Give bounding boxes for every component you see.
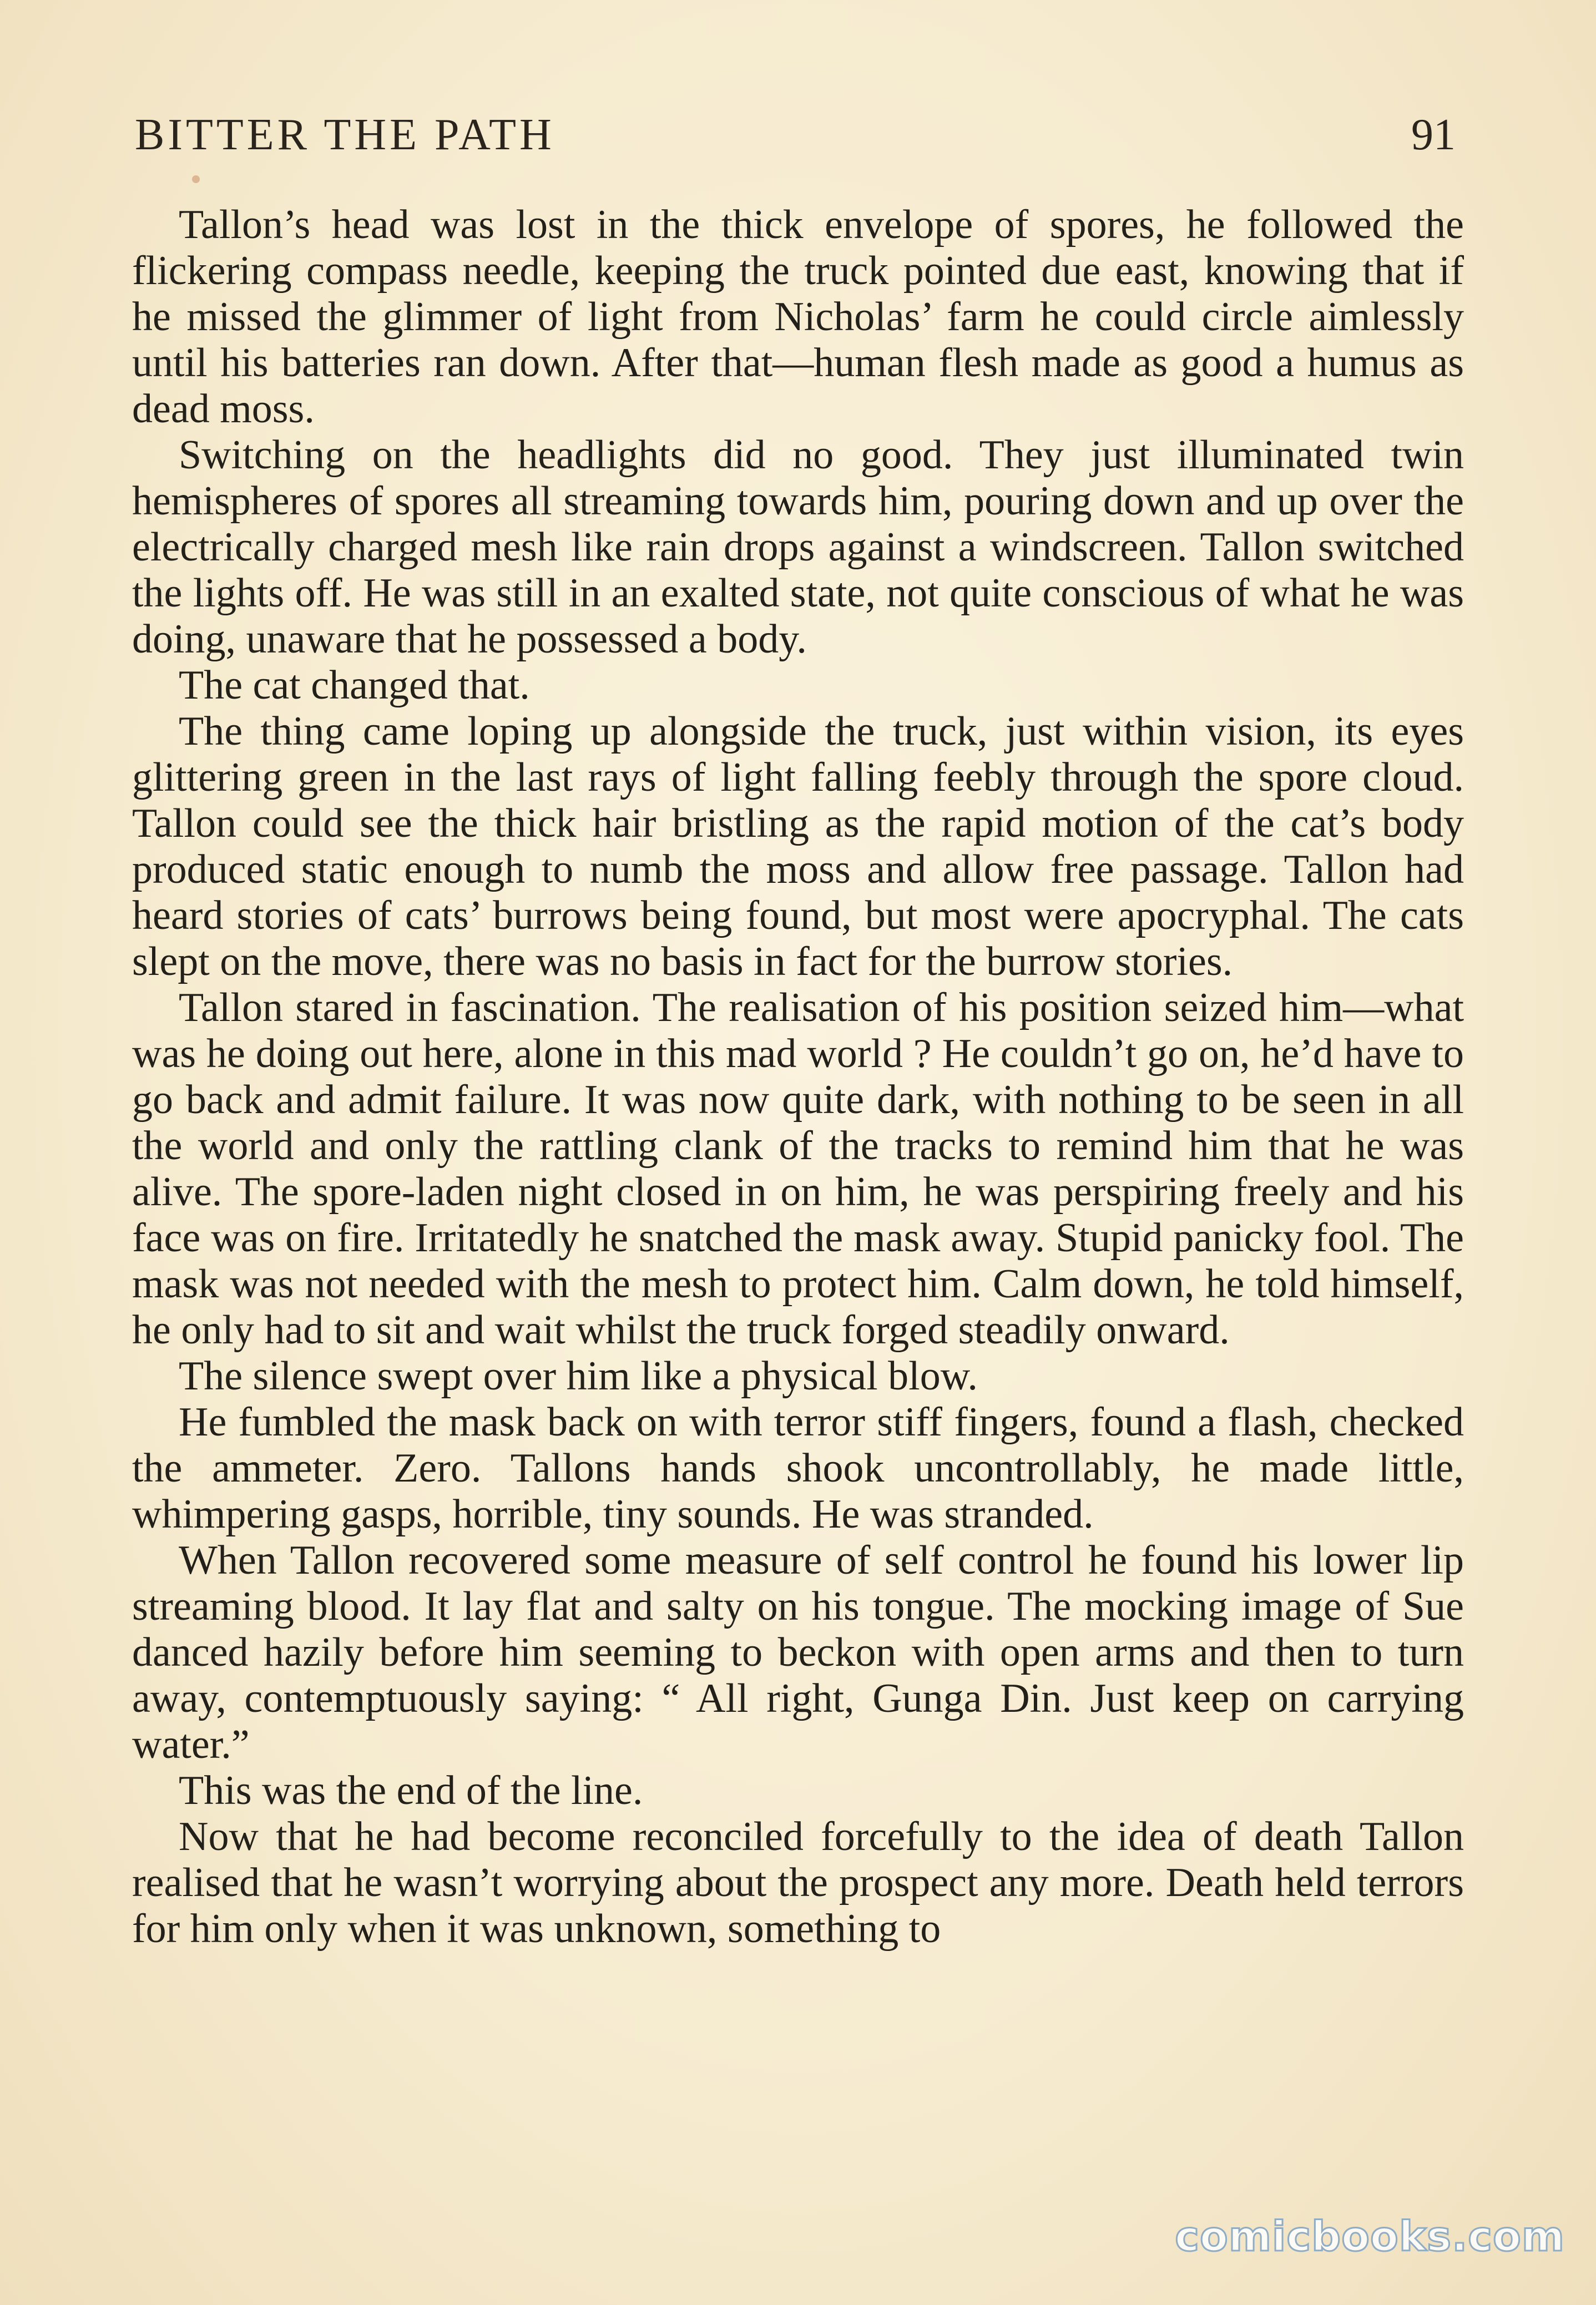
paragraph: Tallon stared in fascination. The realisation of his position seized him—what was he doing out here, alone in this mad world ? He couldn’t go on, he’d have to go back and admit failure. It was now quite dark, with nothing to be seen in all the world and only the rattling clank of the tracks to remind him that he was alive. The spore-laden night closed in on him, he was perspiring freely and his face was on fire. Irritatedly he snatched the mask away. Stupid panicky fool. The mask was not needed with the mesh to protect him. Calm down, he told himself, he only had to sit and wait whilst the truck forged steadily onward. xyxy=(132,985,1464,1353)
paragraph: The cat changed that. xyxy=(179,663,530,708)
watermark: comicbooks.com xyxy=(1175,2213,1565,2261)
paragraph: This was the end of the line. xyxy=(179,1768,643,1813)
paragraph: The thing came loping up alongside the truck, just within vision, its eyes glittering green in the last rays of light falling feebly through the spore cloud. Tallon could see the thick hair bristling as the rapid motion of the cat’s body produced static enough to numb the moss and allow free passage. Tallon had heard stories of cats’ burrows being found, but most were apocryphal. The cats slept on the move, there was no basis in fact for the burrow stories. xyxy=(132,709,1464,984)
paragraph: Tallon’s head was lost in the thick envelope of spores, he followed the flickering compass needle, keeping the truck pointed due east, knowing that if he missed the glimmer of light from Nicholas’ farm he could circle aimlessly until his batteries ran down. After that—human flesh made as good a humus as dead moss. xyxy=(132,202,1464,432)
paragraph: Switching on the headlights did no good. They just illuminated twin hemispheres of spores all streaming towards him, pouring down and up over the electrically charged mesh like rain drops against a windscreen. Tallon switched the lights off. He was still in an exalted state, not quite conscious of what he was doing, unaware that he possessed a body. xyxy=(132,432,1464,662)
running-title: BITTER THE PATH xyxy=(135,110,555,159)
body-text xyxy=(132,202,1464,1952)
paragraph: Now that he had become reconciled forcefully to the idea of death Tallon realised that he wasn’t worrying about the prospect any more. Death held terrors for him only when it was unknown, something to xyxy=(132,1814,1464,1952)
paragraph: He fumbled the mask back on with terror stiff fingers, found a flash, checked the ammeter. Zero. Tallons hands shook uncontrollably, he made little, whimpering gasps, horrible, tiny sounds. He was stranded. xyxy=(132,1399,1464,1537)
page-number: 91 xyxy=(1411,110,1456,159)
paragraph: When Tallon recovered some measure of self control he found his lower lip streaming blood. It lay flat and salty on his tongue. The mocking image of Sue danced hazily before him seeming to beckon with open arms and then to turn away, contemptuously saying: “ All right, Gunga Din. Just keep on carrying water.” xyxy=(132,1538,1464,1767)
paragraph: The silence swept over him like a physical blow. xyxy=(179,1353,978,1399)
ink-speck xyxy=(192,175,200,183)
page-header xyxy=(135,104,1456,165)
